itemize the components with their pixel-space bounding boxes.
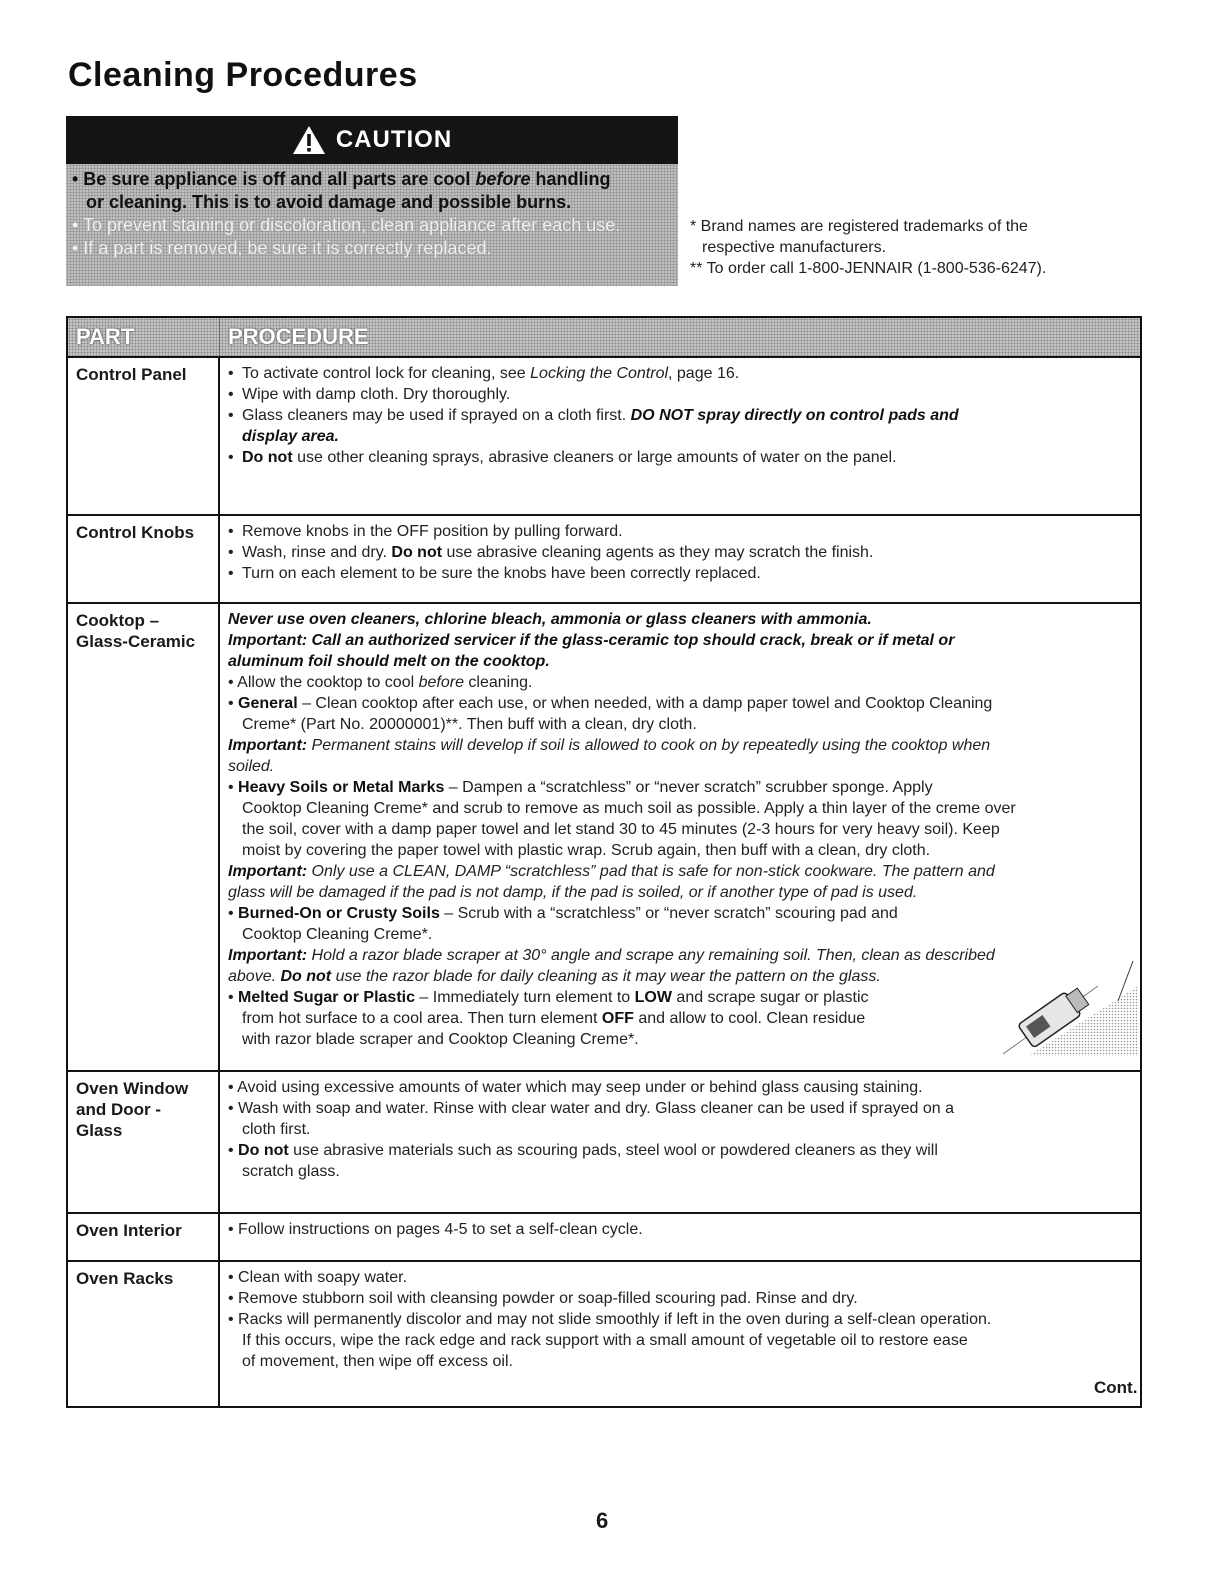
table-row xyxy=(68,604,1140,1072)
part-cell: Control Panel xyxy=(68,358,220,514)
footnote-1-cont: respective manufacturers. xyxy=(702,239,887,256)
procedure-cell: • To activate control lock for cleaning, see Locking the Control, page 16. • Wipe with damp cloth. Dry thoroughly. • Glass cleaners may be used if sprayed on a cloth first. DO NOT spray directly on control pads and display area. • Do not use other cleaning sprays, abrasive cleaners or large amounts of water on the panel. xyxy=(220,358,1140,514)
procedure-cell: • Clean with soapy water. • Remove stubborn soil with cleansing powder or soap-filled scouring pad. Rinse and dry. • Racks will permanently discolor and may not slide smoothly if left in the oven during a self-clean operation. If this occurs, wipe the rack edge and rack support with a small amount of vegetable oil to restore ease of movement, then wipe off excess oil. xyxy=(228,1269,992,1370)
page-title: Cleaning Procedures xyxy=(68,56,418,94)
caution-box xyxy=(66,116,678,286)
part-cell: Oven Interior xyxy=(68,1214,220,1260)
caution-header xyxy=(66,116,678,164)
caution-line-3: • To prevent staining or discoloration, clean appliance after each use. xyxy=(72,215,621,235)
procedure-cell: • Follow instructions on pages 4-5 to set a self-clean cycle. xyxy=(228,1221,643,1238)
table-row xyxy=(68,516,1140,604)
footnote-1: * Brand names are registered trademarks of the xyxy=(690,218,1028,235)
header-part: PART xyxy=(68,318,220,356)
procedure-cell: • Avoid using excessive amounts of water which may seep under or behind glass causing staining. • Wash with soap and water. Rinse with clear water and dry. Glass cleaner can be used if sprayed on a cloth first. • Do not use abrasive materials such as scouring pads, steel wool or powdered cleaners as they will scratch glass. xyxy=(228,1079,954,1180)
table-row xyxy=(68,358,1140,516)
table-row xyxy=(68,1214,1140,1262)
caution-line-2: or cleaning. This is to avoid damage and possible burns. xyxy=(86,192,572,212)
procedure-cell: • Remove knobs in the OFF position by pulling forward. • Wash, rinse and dry. Do not use abrasive cleaning agents as they may scratch the finish. • Turn on each element to be sure the knobs have been correctly replaced. xyxy=(220,516,1140,602)
part-cell: Cooktop – Glass-Ceramic xyxy=(68,604,220,1070)
continued-label: Cont. xyxy=(1094,1378,1138,1397)
footnote-2: ** To order call 1-800-JENNAIR (1-800-536-6247). xyxy=(690,260,1047,277)
caution-line-4: • If a part is removed, be sure it is correctly replaced. xyxy=(72,238,492,258)
table-row xyxy=(68,1072,1140,1214)
procedure-cell: Never use oven cleaners, chlorine bleach, ammonia or glass cleaners with ammonia. Important: Call an authorized servicer if the glass-ceramic top should crack, break or if metal or aluminum foil should melt on the cooktop. • Allow the cooktop to cool before cleaning. • General – Clean cooktop after each use, or when needed, with a damp paper towel and Cooktop Cleaning Creme* (Part No. 20000001)**. Then buff with a clean, dry cloth. Important: Permanent stains will develop if soil is allowed to cook on by repeatedly using the cooktop when soiled. • Heavy Soils or Metal Marks – Dampen a “scratchless” or “never scratch” scrubber sponge. Apply Cooktop Cleaning Creme* and scrub to remove as much soil as possible. Apply a thin layer of the creme over the soil, cover with a damp paper towel and let stand 30 to 45 minutes (2-3 hours for very heavy soil). Keep moist by covering the paper towel with plastic wrap. Scrub again, then buff with a clean, dry cloth. Important: Only use a CLEAN, DAMP “scratchless” pad that is safe for non-stick cookware. The pattern and glass will be damaged if the pad is not damp, if the pad is soiled, or if another type of pad is used. • Burned-On or Crusty Soils – Scrub with a “scratchless” or “never scratch” scouring pad and Cooktop Cleaning Creme*. Important: Hold a razor blade scraper at 30° angle and scrape any remaining soil. Then, clean as described above. Do not use the razor blade for daily cleaning as it may wear the pattern on the glass. • Melted Sugar or Plastic – Immediately turn element to LOW and scrape sugar or plastic from hot surface to a cool area. Then turn element OFF and allow to cool. Clean residue with razor blade scraper and Cooktop Cleaning Creme*. xyxy=(220,604,1140,1070)
header-procedure: PROCEDURE xyxy=(228,324,369,349)
part-cell: Oven Racks xyxy=(68,1262,220,1406)
caution-label: CAUTION xyxy=(335,126,453,153)
caution-text xyxy=(72,168,670,260)
part-cell: Oven Window and Door - Glass xyxy=(68,1072,220,1212)
table-row xyxy=(68,1262,1140,1406)
page-number: 6 xyxy=(596,1508,609,1533)
caution-line-1: • Be sure appliance is off and all parts are cool before handling xyxy=(72,169,611,189)
table-header xyxy=(68,318,1140,358)
part-cell: Control Knobs xyxy=(68,516,220,602)
footnotes xyxy=(690,216,1046,279)
cleaning-table xyxy=(66,316,1142,1408)
warning-triangle-icon xyxy=(292,125,326,155)
razor-scraper-illustration xyxy=(988,956,1138,1056)
